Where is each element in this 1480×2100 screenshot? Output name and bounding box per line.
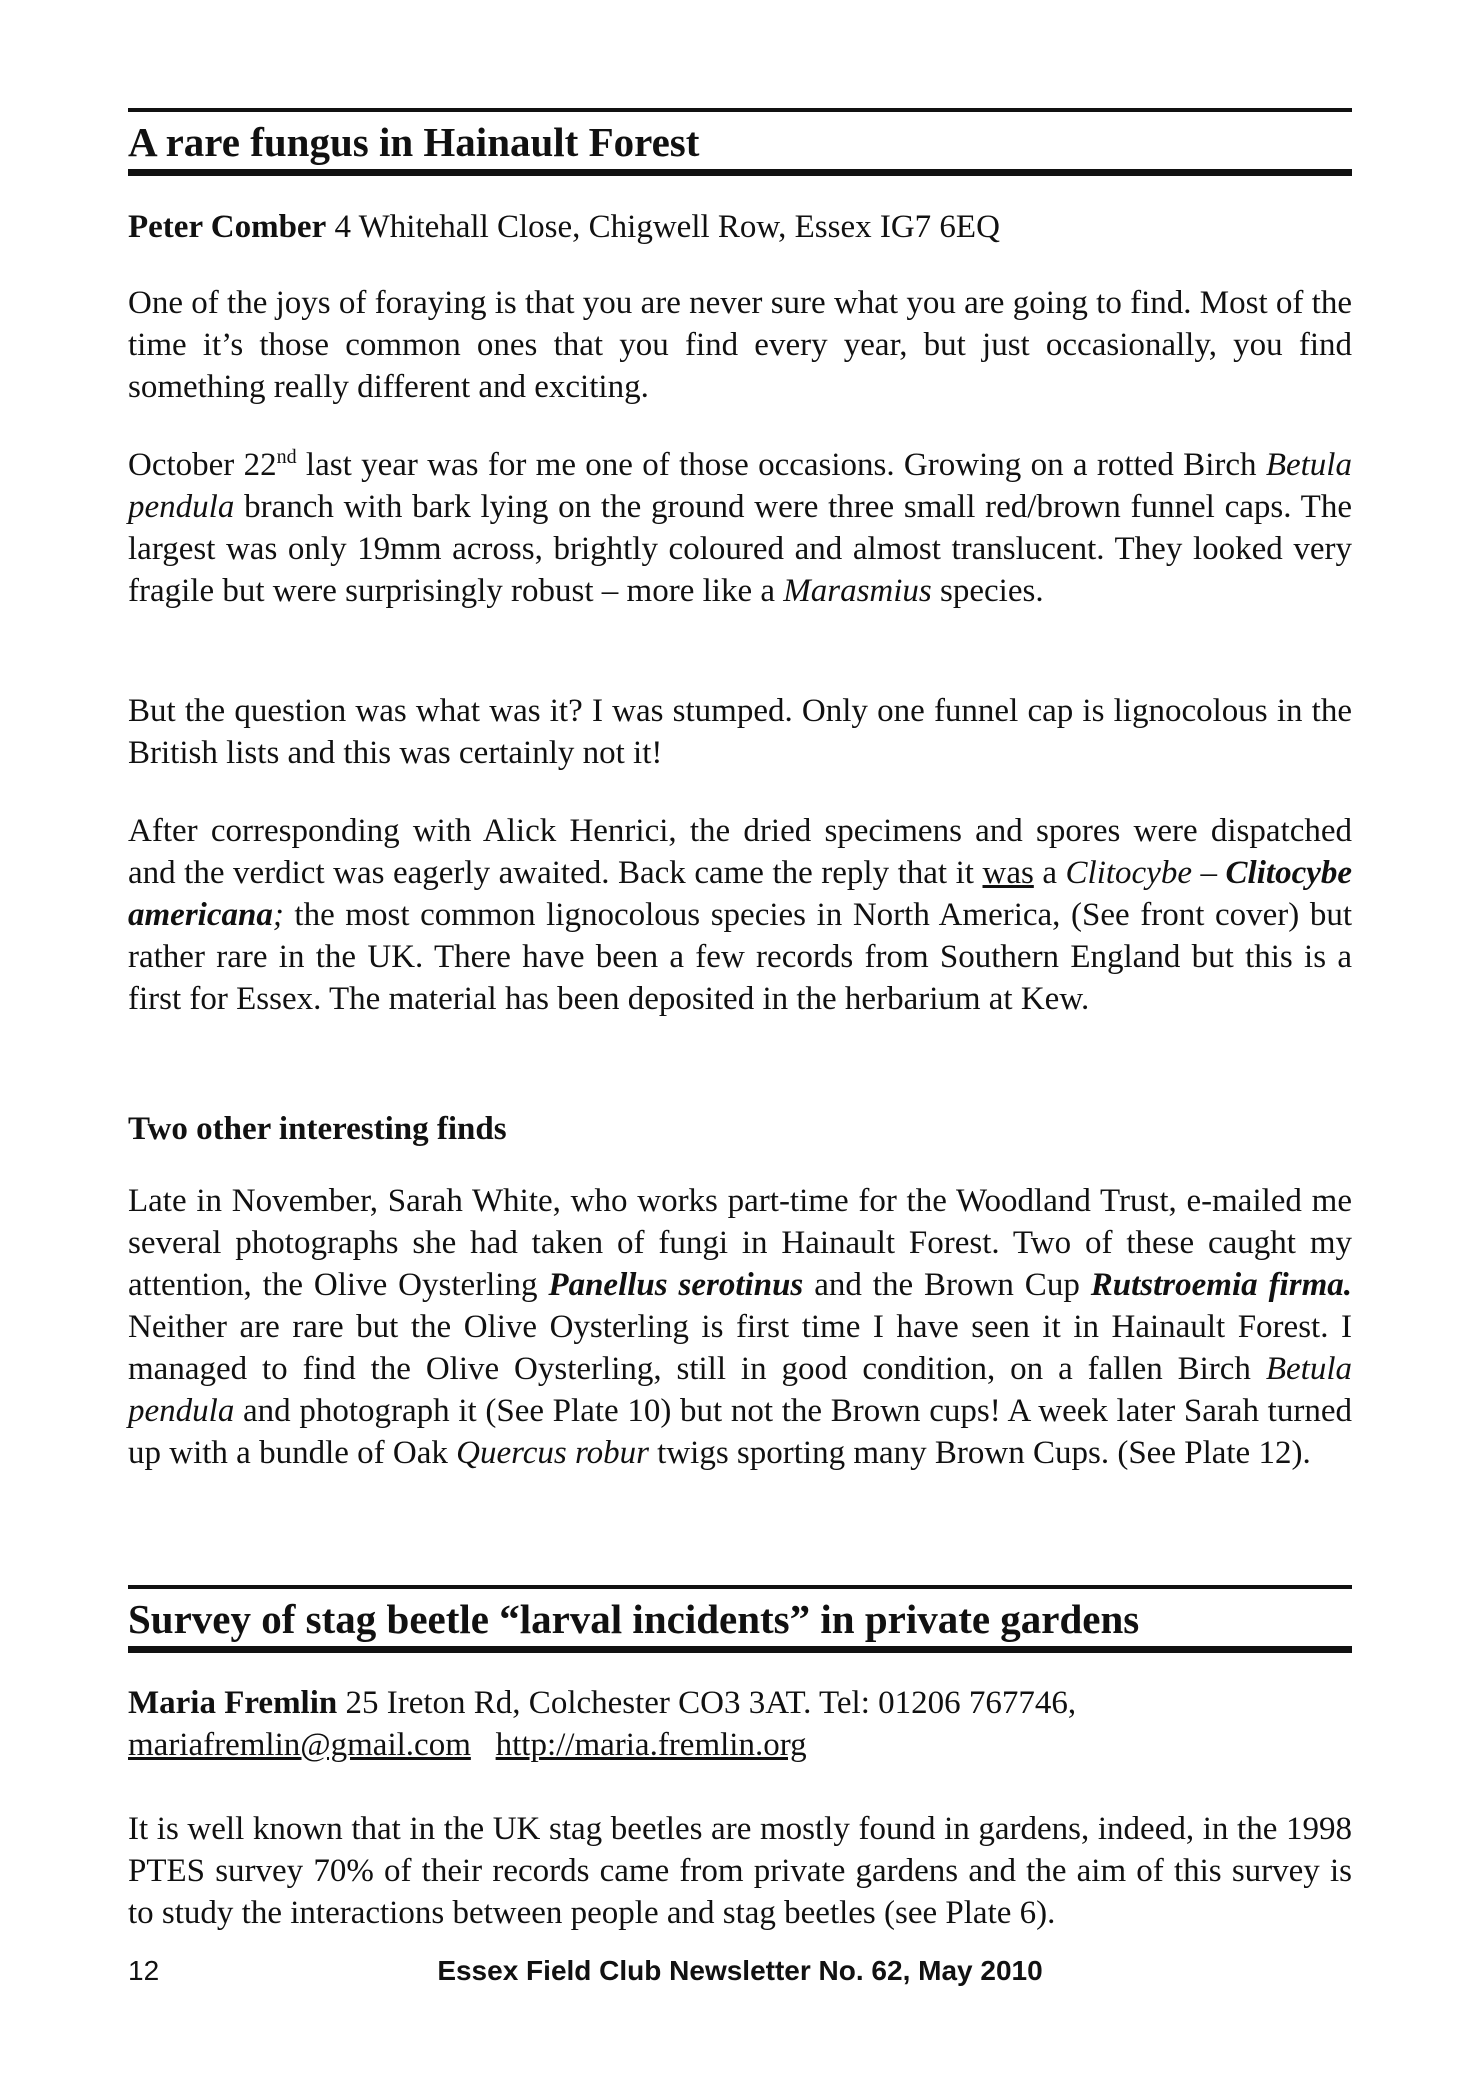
text-run: –	[1192, 855, 1226, 891]
species-name-bold: Rutstroemia firma.	[1090, 1267, 1352, 1303]
page-number: 12	[128, 1955, 160, 1986]
email-link[interactable]: mariafremlin@gmail.com	[128, 1727, 471, 1763]
text-run: After corresponding with Alick Henrici, the dried specimens and spores were dispatched and the verdict was eagerly awaited. Back came the reply that it	[128, 813, 1352, 891]
species-name: Clitocybe	[1065, 855, 1192, 891]
article-title: A rare fungus in Hainault Forest	[128, 119, 700, 165]
text-run: Neither are rare but the Olive Oysterling is first time I have seen it in Hainault Forest. I managed to find the Olive Oysterling, still in good condition, on a fallen Birch	[128, 1309, 1352, 1387]
article-title: Survey of stag beetle “larval incidents” in private gardens	[128, 1596, 1140, 1642]
author-line	[128, 206, 1352, 248]
text-run: and the Brown Cup	[803, 1267, 1091, 1303]
text-run: species.	[931, 573, 1044, 609]
text-run: branch with bark lying on the ground were three small red/brown funnel caps. The largest was only 19mm across, brightly coloured and almost translucent. They looked very fragile but were surprisingly robust – more like a	[128, 489, 1352, 609]
website-link[interactable]: http://maria.fremlin.org	[495, 1727, 807, 1763]
paragraph	[128, 1180, 1352, 1474]
text-run: ;	[272, 897, 284, 933]
text-run: last year was for me one of those occasions. Growing on a rotted Birch	[296, 447, 1266, 483]
subheading: Two other interesting finds	[128, 1111, 507, 1147]
text-run: October 22	[128, 447, 277, 483]
superscript: nd	[276, 446, 297, 468]
paragraph: But the question was what was it? I was stumped. Only one funnel cap is lignocolous in the British lists and this was certainly not it!	[128, 693, 1352, 771]
species-name: Betula pendula	[128, 447, 1352, 525]
text-run: twigs sporting many Brown Cups. (See Plate 12).	[648, 1435, 1311, 1471]
author-address: 25 Ireton Rd, Colchester CO3 3AT. Tel: 01206 767746,	[337, 1685, 1077, 1721]
text-run: a	[1033, 855, 1066, 891]
underlined-word: was	[982, 855, 1034, 891]
text-run: and photograph it (See Plate 10) but not the Brown cups! A week later Sarah turned up with a bundle of Oak	[128, 1393, 1352, 1471]
species-name-bold: Clitocybe americana	[128, 855, 1353, 933]
text-run: Late in November, Sarah White, who works part-time for the Woodland Trust, e-mailed me several photographs she had taken of fungi in Hainault Forest. Two of these caught my attention, the Olive Oysterling	[128, 1183, 1352, 1303]
author-address: 4 Whitehall Close, Chigwell Row, Essex IG7 6EQ	[326, 209, 1000, 245]
title-rule-bottom	[128, 169, 1352, 176]
title-rule-top	[128, 108, 1352, 112]
species-name: Quercus robur	[456, 1435, 649, 1471]
paragraph: One of the joys of foraying is that you are never sure what you are going to find. Most of the time it’s those common ones that you find every year, but just occasionally, you find something really different and exciting.	[128, 285, 1352, 405]
species-name: Betula pendula	[128, 1351, 1352, 1429]
species-name: Marasmius	[783, 573, 932, 609]
author-line	[128, 1682, 1352, 1766]
paragraph	[128, 810, 1352, 1020]
text-run: the most common lignocolous species in North America, (See front cover) but rather rare in the UK. There have been a few records from Southern England but this is a first for Essex. The material has been deposited in the herbarium at Kew.	[128, 897, 1352, 1017]
paragraph	[128, 444, 1352, 612]
paragraph: It is well known that in the UK stag beetles are mostly found in gardens, indeed, in the 1998 PTES survey 70% of their records came from private gardens and the aim of this survey is to study the interactions between people and stag beetles (see Plate 6).	[128, 1811, 1352, 1931]
title-rule-bottom	[128, 1646, 1352, 1653]
title-rule-top	[128, 1585, 1352, 1589]
species-name-bold: Panellus serotinus	[548, 1267, 804, 1303]
page-footer	[128, 1955, 1352, 1995]
author-name: Peter Comber	[128, 209, 327, 245]
author-name: Maria Fremlin	[128, 1685, 338, 1721]
journal-name: Essex Field Club Newsletter No. 62, May 2010	[437, 1955, 1043, 1986]
